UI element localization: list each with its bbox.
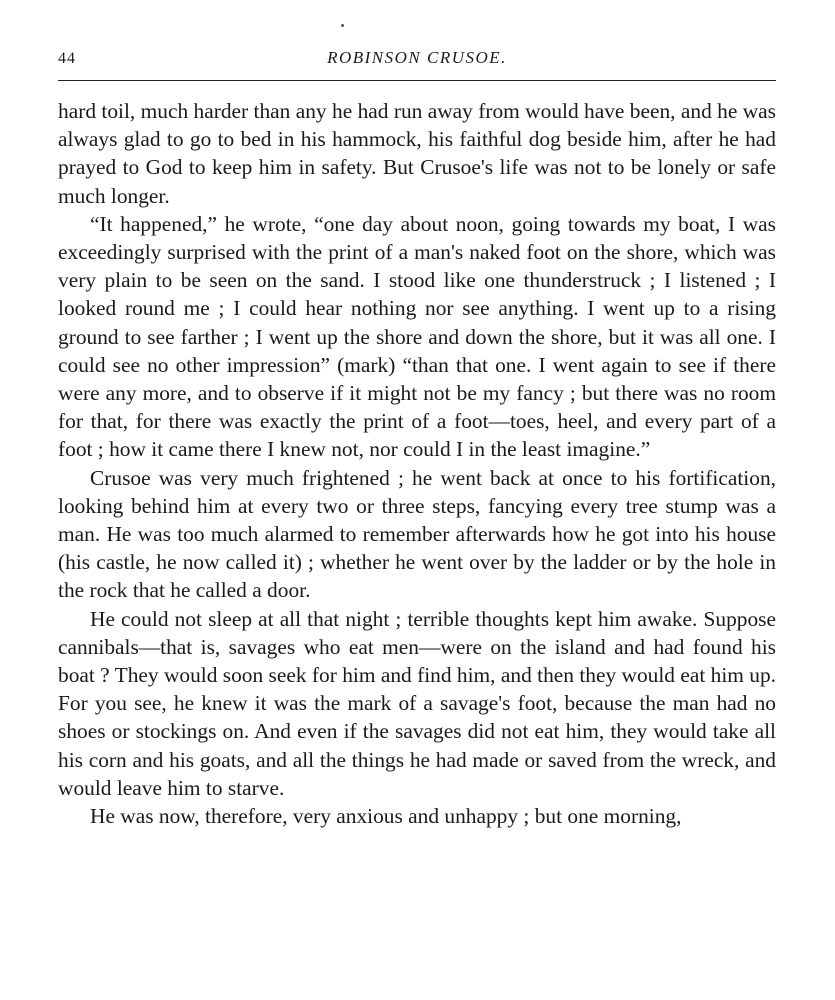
paragraph-frightened: Crusoe was very much frightened ; he went back at once to his fortification, looking behind him at every two or three steps, fancying every tree stump was a man. He was too much alarmed to remember afterwards how he got into his house (his castle, he now called it) ; whether he went over by the ladder or by the hole in the rock that he called a door. bbox=[58, 465, 776, 603]
paragraph-continued: hard toil, much harder than any he had run away from would have been, and he was always glad to go to bed in his hammock, his faithful dog beside him, after he had prayed to God to keep him in safety. But Crusoe's life was not to be lonely or safe much longer. bbox=[58, 99, 776, 208]
paragraph-footprint: “It happened,” he wrote, “one day about noon, going towards my boat, I was exceedingly surprised with the print of a man's naked foot on the shore, which was very plain to be seen on the sand. I stood like one thunderstruck ; I listened ; I looked round me ; I could hear nothing nor see anything. I went up to a rising ground to see farther ; I went up the shore and down the shore, but it was all one. I could see no other impression” (mark) “than that one. I went again to see if there were any more, and to observe if it might not be my fancy ; but there was no room for that, for there was exactly the print of a foot—toes, heel, and every part of a foot ; how it came there I knew not, nor could I in the least imagine.” bbox=[58, 211, 776, 462]
paragraph-anxious: He was now, therefore, very anxious and unhappy ; but one morning, bbox=[90, 804, 682, 829]
page-number: 44 bbox=[58, 50, 76, 67]
print-speck bbox=[341, 24, 344, 27]
paragraph-sleepless: He could not sleep at all that night ; terrible thoughts kept him awake. Suppose cannibals—that is, savages who eat men—were on the island and had found his boat ? They would soon seek for him and find him, and then they would eat him up. For you see, he knew it was the mark of a savage's foot, because the man had no shoes or stockings on. And even if the savages did not eat him, they would take all his corn and his goats, and all the things he had made or saved from the wreck, and would leave him to starve. bbox=[58, 606, 776, 800]
running-head bbox=[58, 44, 776, 74]
body-text bbox=[58, 97, 776, 830]
header-rule bbox=[58, 80, 776, 81]
running-title: ROBINSON CRUSOE. bbox=[327, 48, 507, 67]
